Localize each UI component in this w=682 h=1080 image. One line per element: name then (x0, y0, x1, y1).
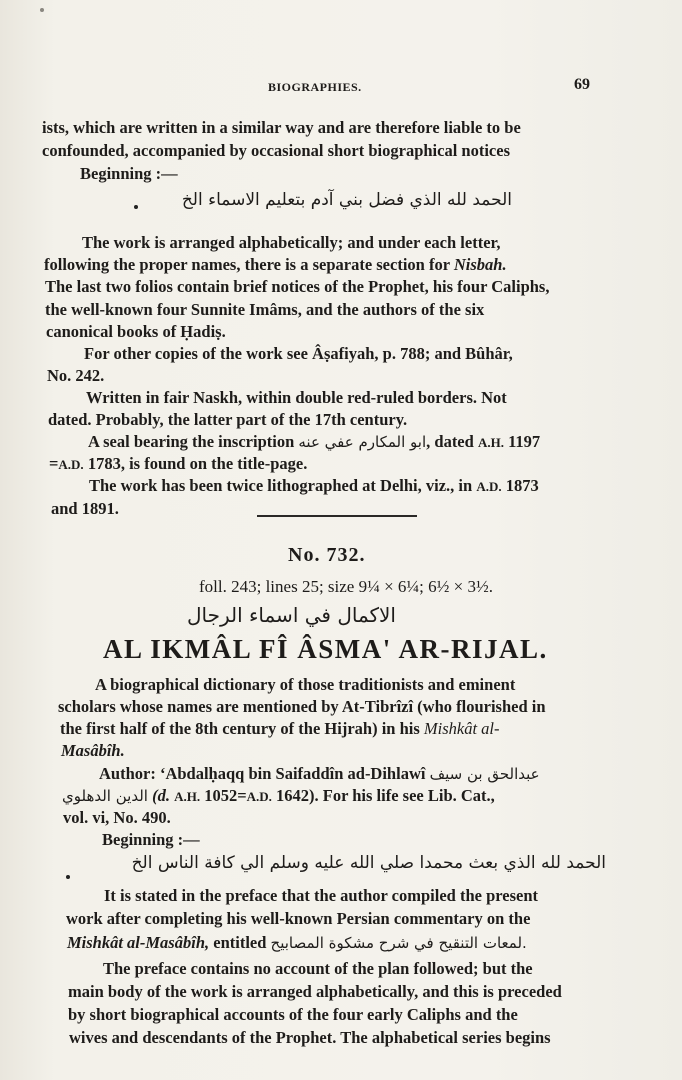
text-span: 1642). For his life see Lib. Cat., (276, 786, 495, 805)
text-line (88, 432, 540, 452)
text-span: Author: ‘Abdalḥaqq bin Saifaddîn ad-Dihlawî (99, 764, 426, 783)
text-line: dated. Probably, the latter part of the 17th century. (48, 410, 408, 429)
arabic-beginning: الحمد لله الذي فضل بني آدم بتعليم الاسماء الخ (181, 190, 512, 210)
text-span: 1783, is found on the title-page. (87, 454, 308, 473)
text-line: The last two folios contain brief notices of the Prophet, his four Caliphs, (45, 277, 550, 296)
text-span: , dated (426, 432, 474, 451)
text-line: ists, which are written in a similar way and are therefore liable to be (42, 118, 521, 137)
text-span: 1052= (204, 786, 247, 805)
bullet-mark (134, 205, 138, 209)
text-line: and 1891. (51, 499, 119, 518)
text-span: entitled (213, 933, 267, 952)
text-line: confounded, accompanied by occasional short biographical notices (42, 141, 510, 160)
text-line: scholars whose names are mentioned by At-Tibrîzî (who flourished in (58, 697, 546, 716)
author-arabic: الدين الدهلوي (62, 787, 148, 805)
arabic-beginning: الحمد لله الذي بعث محمدا صلي الله عليه وسلم الي كافة الناس الخ (131, 853, 606, 873)
text-line: by short biographical accounts of the four early Caliphs and the (68, 1005, 518, 1024)
text-line: The preface contains no account of the plan followed; but the (103, 959, 533, 978)
text-span: = (49, 454, 59, 473)
text-line: Masâbîh. (61, 741, 125, 760)
mishkat-title: Mishkât al-Masâbîh, (67, 933, 210, 952)
text-line: No. 242. (47, 366, 105, 385)
text-line: vol. vi, No. 490. (63, 808, 171, 827)
ad-abbrev: A.D. (476, 479, 502, 494)
text-line: Written in fair Naskh, within double red-ruled borders. Not (86, 388, 507, 407)
text-span: (d. (152, 786, 170, 805)
seal-arabic: ابو المكارم عفي عنه (298, 433, 427, 451)
text-span: following the proper names, there is a separate section for (44, 255, 450, 274)
ah-abbrev: A.H. (174, 789, 201, 804)
text-line: canonical books of Ḥadiṣ. (46, 322, 226, 341)
text-line: wives and descendants of the Prophet. The alphabetical series begins (69, 1028, 551, 1047)
text-line: main body of the work is arranged alphabetically, and this is preceded (68, 982, 562, 1001)
text-line: The work is arranged alphabetically; and under each letter, (82, 233, 501, 252)
ad-abbrev: A.D. (246, 789, 272, 804)
author-arabic: عبدالحق بن سيف (429, 765, 540, 783)
text-line (60, 719, 500, 739)
mishkat-title: Mishkât al- (423, 719, 500, 738)
text-line (62, 786, 495, 806)
bullet-mark (66, 875, 70, 879)
beginning-label: Beginning :— (102, 830, 200, 849)
text-span: The work has been twice lithographed at Delhi, viz., in (89, 476, 473, 495)
text-line (44, 255, 507, 275)
section-divider (257, 515, 417, 517)
text-span: A seal bearing the inscription (88, 432, 295, 451)
text-line: It is stated in the preface that the author compiled the present (104, 886, 539, 905)
work-title: AL IKMÂL FÎ ÂSMA' AR-RIJAL. (103, 634, 548, 664)
entry-number: No. 732. (288, 544, 366, 566)
text-span: the first half of the 8th century of the Hijrah) in his (60, 719, 420, 738)
running-header: BIOGRAPHIES. (268, 80, 362, 94)
text-line: A biographical dictionary of those traditionists and eminent (95, 675, 516, 694)
text-line: work after completing his well-known Persian commentary on the (66, 909, 531, 928)
page-number: 69 (574, 76, 590, 93)
beginning-label: Beginning :— (80, 164, 178, 183)
arabic-title: الاكمال في اسماء الرجال (186, 603, 396, 627)
text-line (49, 454, 307, 474)
text-line (89, 476, 539, 496)
text-line (67, 933, 527, 953)
ad-abbrev: A.D. (58, 457, 84, 472)
text-span: 1873 (505, 476, 539, 495)
lamaat-arabic: لمعات التنقيح في شرح مشكوة المصابيح. (270, 934, 527, 952)
collation-line: foll. 243; lines 25; size 9¼ × 6¼; 6½ × 3½. (199, 577, 493, 596)
ah-abbrev: A.H. (477, 435, 504, 450)
text-line: the well-known four Sunnite Imâms, and the authors of the six (45, 300, 485, 319)
text-span: 1197 (508, 432, 541, 451)
text-line: For other copies of the work see Âṣafiyah, p. 788; and Bûhâr, (84, 344, 513, 363)
nisbah-term: Nisbah. (453, 255, 507, 274)
page-speck (40, 8, 44, 12)
text-line (99, 764, 540, 784)
